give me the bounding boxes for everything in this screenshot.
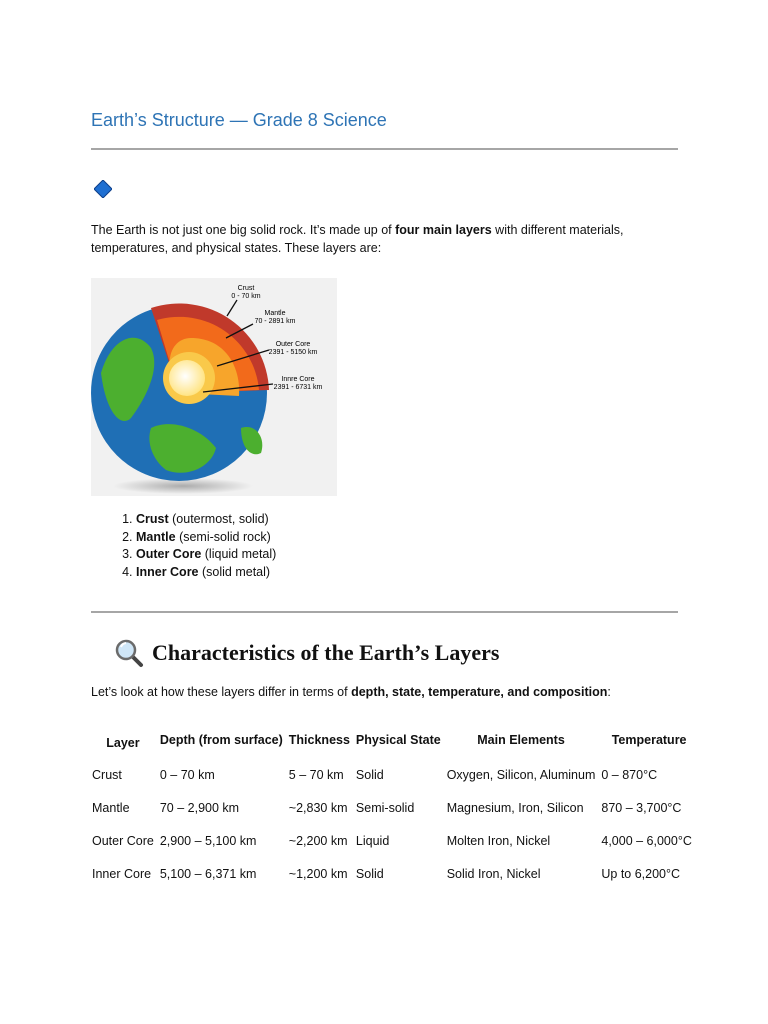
col-header-thickness: Thickness xyxy=(288,733,350,747)
cell-temperature: Up to 6,200°C xyxy=(601,866,681,881)
cell-depth: 70 – 2,900 km xyxy=(159,800,240,815)
cell-elements: Molten Iron, Nickel xyxy=(446,833,551,848)
col-header-layer: Layer xyxy=(106,736,140,750)
cell-state: Liquid xyxy=(355,833,390,848)
cell-elements: Solid Iron, Nickel xyxy=(446,866,541,881)
cell-temperature: 4,000 – 6,000°C xyxy=(601,833,692,848)
page-title: Earth’s Structure — Grade 8 Science xyxy=(91,110,387,130)
cell-layer: Inner Core xyxy=(92,866,152,881)
cell-layer: Mantle xyxy=(92,800,130,815)
cell-temperature: 870 – 3,700°C xyxy=(601,800,682,815)
col-header-state: Physical State xyxy=(355,733,441,747)
list-item: 2. Mantle (semi-solid rock) xyxy=(136,529,276,547)
layers-table xyxy=(89,722,695,890)
cell-state: Semi-solid xyxy=(355,800,415,815)
cell-depth: 5,100 – 6,371 km xyxy=(159,866,257,881)
divider xyxy=(91,611,678,613)
cell-elements: Oxygen, Silicon, Aluminum xyxy=(446,767,596,782)
crust-label: Crust xyxy=(237,285,255,292)
cell-depth: 2,900 – 5,100 km xyxy=(159,833,257,848)
cell-depth: 0 – 70 km xyxy=(159,767,215,782)
layers-list xyxy=(113,511,276,581)
divider xyxy=(91,148,678,150)
col-header-elements: Main Elements xyxy=(477,733,565,747)
col-header-temperature: Temperature xyxy=(611,733,687,747)
table-row xyxy=(89,758,695,791)
outer-core-label: Outer Core xyxy=(275,341,311,348)
cell-thickness: 5 – 70 km xyxy=(288,767,344,782)
cell-layer: Outer Core xyxy=(92,833,154,848)
cell-thickness: ~2,200 km xyxy=(288,833,348,848)
mantle-label: Mantle xyxy=(264,310,286,317)
list-item: 1. Crust (outermost, solid) xyxy=(136,511,276,529)
col-header-depth: Depth (from surface) xyxy=(159,733,283,747)
cell-layer: Crust xyxy=(92,767,122,782)
magnifying-glass-icon xyxy=(114,638,144,668)
inner-core-label: Innre Core xyxy=(281,376,315,383)
list-item: 3. Outer Core (liquid metal) xyxy=(136,546,276,564)
cell-temperature: 0 – 870°C xyxy=(601,767,658,782)
inner-core-range: 2391 - 6731 km xyxy=(273,384,323,391)
table-row xyxy=(89,791,695,824)
earth-layers-diagram xyxy=(91,278,337,496)
crust-range: 0 - 70 km xyxy=(231,293,261,300)
mantle-range: 70 - 2891 km xyxy=(254,318,296,325)
table-row xyxy=(89,824,695,857)
section-title: Characteristics of the Earth’s Layers xyxy=(152,640,500,665)
cell-thickness: ~1,200 km xyxy=(288,866,348,881)
outer-core-range: 2391 - 5150 km xyxy=(268,349,318,356)
intro-paragraph: The Earth is not just one big solid rock. It’s made up of four main layers with different materials, temperatures, and physical states. These layers are: xyxy=(91,223,624,255)
inner-core-layer xyxy=(169,360,205,396)
section-heading xyxy=(114,638,499,668)
list-item: 4. Inner Core (solid metal) xyxy=(136,564,276,582)
table-header-row xyxy=(89,722,695,758)
section-lead: Let’s look at how these layers differ in terms of depth, state, temperature, and composition: xyxy=(91,685,611,699)
cell-elements: Magnesium, Iron, Silicon xyxy=(446,800,584,815)
table-row xyxy=(89,857,695,890)
cell-state: Solid xyxy=(355,866,384,881)
cell-thickness: ~2,830 km xyxy=(288,800,348,815)
cell-state: Solid xyxy=(355,767,384,782)
diamond-bullet-icon xyxy=(94,180,112,198)
